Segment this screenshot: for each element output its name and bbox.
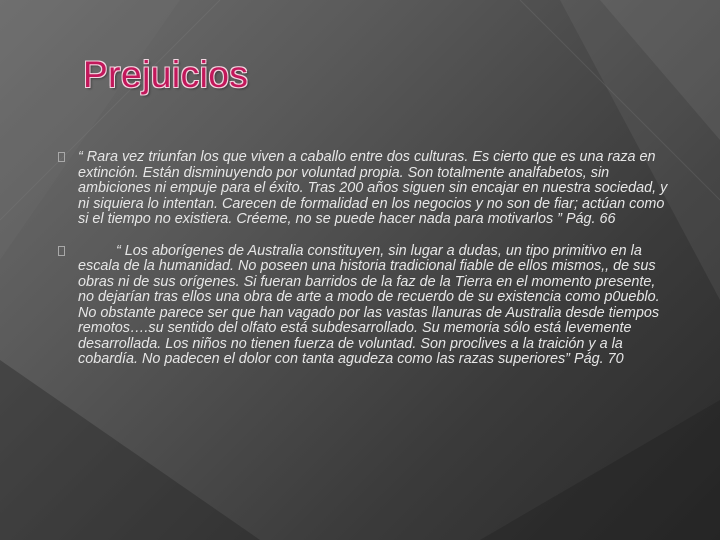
slide-title: Prejuicios: [83, 54, 249, 95]
bullet-text: “ Rara vez triunfan los que viven a caballo entre dos culturas. Es cierto que es una raza en extinción. Están disminuyendo por voluntad propia. Son totalmente analfabetos, sin ambiciones ni empuje para el éxito. Tras 200 años siguen sin encajar en nuestra sociedad, y ni siquiera lo intentan. Carecen de formalidad en los negocios y no son de fiar; actúan como si el tiempo no existiera. Créeme, no se puede hacer nada para motivarlos ” Pág. 66: [78, 149, 668, 227]
bullet-box-icon: [58, 246, 65, 260]
decor-band-bottom-right: [480, 400, 720, 540]
bullet-list: [58, 150, 668, 384]
list-item: [58, 244, 668, 368]
decor-band-bottom: [0, 360, 260, 540]
list-item: [58, 150, 668, 228]
bullet-text: “ Los aborígenes de Australia constituyen, sin lugar a dudas, un tipo primitivo en la escala de la humanidad. No poseen una historia tradicional fiable de ellos mismos,, de sus obras ni de sus orígenes. Si fueran barridos de la faz de la Tierra en el momento presente, no dejarían tras ellos una obra de arte a modo de recuerdo de su existencia como p0ueblo. No obstante parece ser que han vagado por las vastas llanuras de Australia desde tiempos remotos….su sentido del olfato está subdesarrollado. Su memoria sólo está levemente desarrollada. Los niños no tienen fuerza de voluntad. Son proclives a la traición y a la cobardía. No padecen el dolor con tanta agudeza como las razas superiores” Pág. 70: [78, 242, 660, 367]
bullet-box-icon: [58, 152, 65, 166]
